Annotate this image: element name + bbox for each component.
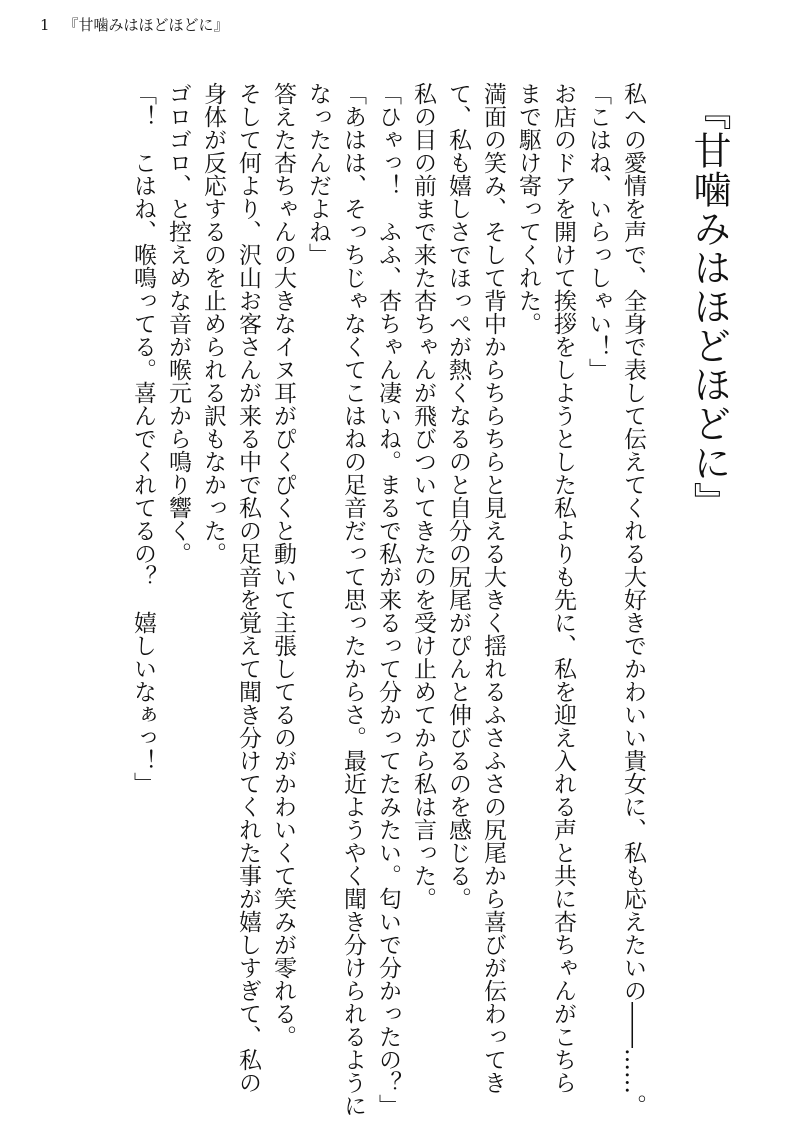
- text-line: そして何より、沢山お客さんが来る中で私の足音を覚えて聞き分けてくれた事が嬉しすぎて、私の: [235, 82, 261, 1094]
- text-line: 答えた杏ちゃんの大きなイヌ耳がぴくぴくと動いて主張してるのがかわいくて笑みが零れる。: [270, 82, 296, 1048]
- text-line: 「あはは、そっちじゃなくてこはねの足音だって思ったからさ。最近ようやく聞き分けられるように: [340, 82, 366, 1117]
- text-line: ゴロゴロ、と控えめな音が喉元から鳴り響く。: [165, 82, 191, 565]
- text-line: 「！ こはね、喉鳴ってる。喜んでくれてるの？ 嬉しいなぁっ！」: [130, 82, 156, 795]
- text-line: 私の目の前まで来た杏ちゃんが飛びついてきたのを受け止めてから私は言った。: [410, 82, 436, 910]
- vertical-text-body: [32, 82, 732, 1127]
- text-line: 「こはね、いらっしゃい！」: [585, 82, 611, 381]
- running-title: 『甘噛みはほどほどに』: [63, 16, 229, 34]
- text-line: なったんだよね」: [305, 82, 331, 266]
- text-line: お店のドアを開けて挨拶をしようとした私よりも先に、私を迎え入れる声と共に杏ちゃんがこちら: [550, 82, 576, 1094]
- page-number: 1: [40, 16, 50, 34]
- text-line: 身体が反応するのを止められる訳もなかった。: [200, 82, 226, 565]
- page-header: [40, 14, 229, 35]
- text-line: て、私も嬉しさでほっぺが熱くなるのと自分の尻尾がぴんと伸びるのを感じる。: [445, 82, 471, 910]
- text-line: 満面の笑み、そして背中からちらちらと見える大きく揺れるふさふさの尻尾から喜びが伝わってき: [480, 82, 506, 1094]
- text-line: まで駆け寄ってくれた。: [515, 82, 541, 335]
- text-line: 私への愛情を声で、全身で表して伝えてくれる大好きでかわいい貴女に、私も応えたいの――……。: [620, 82, 646, 1117]
- text-line: 「ひゃっ！ ふふ、杏ちゃん凄いね。まるで私が来るって分かってたみたい。匂いで分かったの？」: [375, 82, 401, 1117]
- chapter-title: 『甘噛みはほどほどに』: [687, 92, 731, 521]
